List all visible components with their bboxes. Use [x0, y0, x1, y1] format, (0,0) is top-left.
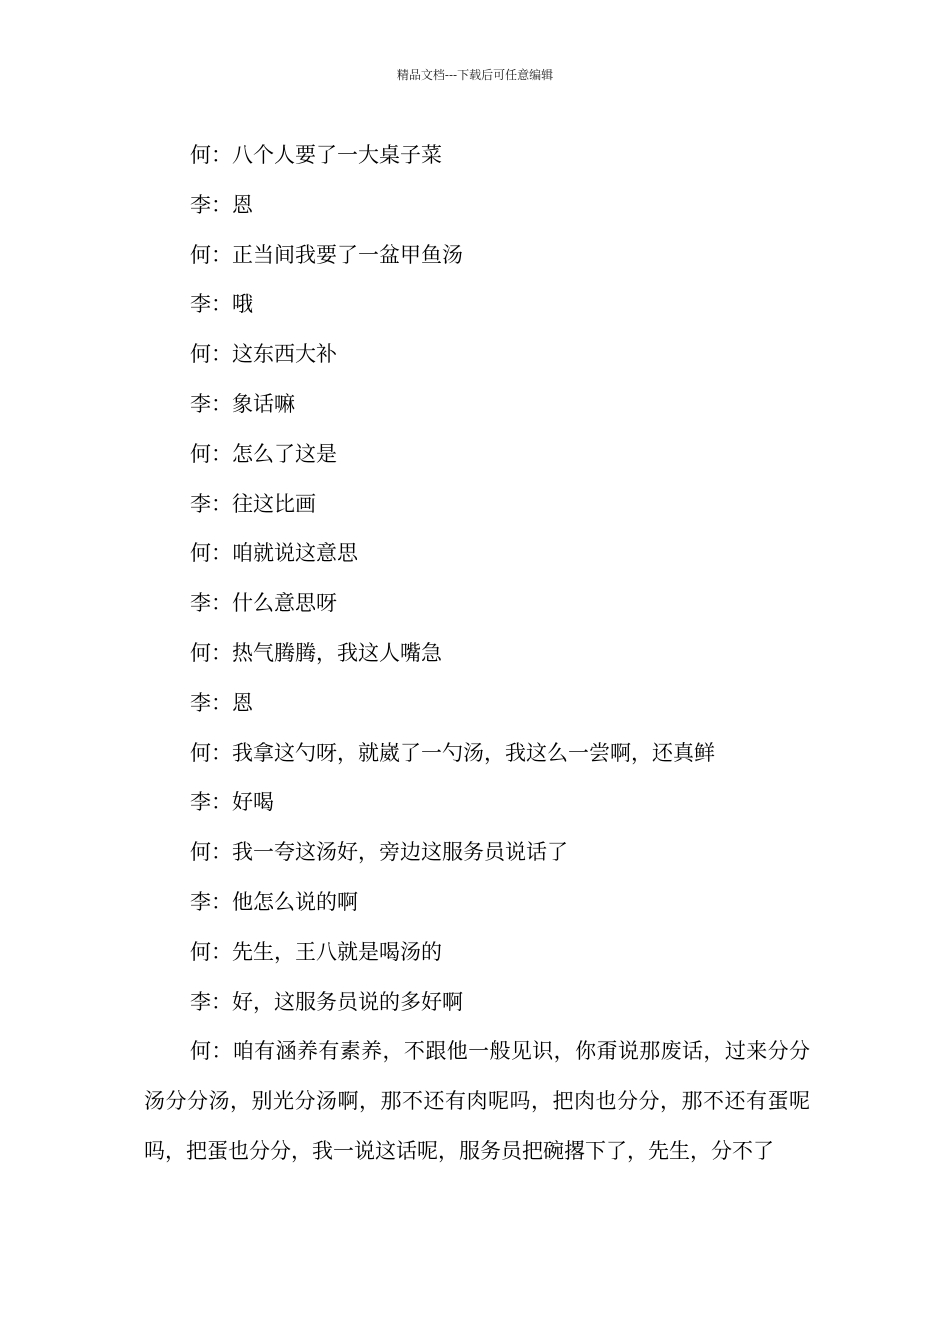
page-header: 精品文档---下载后可任意编辑 — [396, 68, 554, 82]
dialogue-line: 李：恩 — [190, 192, 253, 217]
dialogue-line: 何：正当间我要了一盆甲鱼汤 — [190, 242, 463, 267]
dialogue-line: 何：我一夸这汤好，旁边这服务员说话了 — [190, 840, 568, 865]
dialogue-line: 何：怎么了这是 — [190, 441, 337, 466]
dialogue-line: 何：咱就说这意思 — [190, 541, 358, 566]
final-paragraph: 何：咱有涵养有素养，不跟他一般见识，你甭说那废话，过来分分汤分分汤，别光分汤啊，那不还有肉呢吗，把肉也分分，那不还有蛋呢吗，把蛋也分分，我一说这话呢，服务员把碗撂下了，先生，分不了 — [144, 1039, 810, 1163]
dialogue-body — [144, 131, 810, 1177]
dialogue-line: 何：先生，王八就是喝汤的 — [190, 939, 442, 964]
dialogue-line: 李：什么意思呀 — [190, 591, 337, 616]
dialogue-line: 李：往这比画 — [190, 491, 316, 516]
dialogue-line: 李：他怎么说的啊 — [190, 889, 358, 914]
dialogue-line: 李：好，这服务员说的多好啊 — [190, 989, 463, 1014]
dialogue-line: 李：好喝 — [190, 790, 274, 815]
dialogue-line: 李：恩 — [190, 690, 253, 715]
dialogue-line: 何：热气腾腾，我这人嘴急 — [190, 640, 442, 665]
dialogue-line: 李：哦 — [190, 292, 253, 317]
dialogue-line: 何：我拿这勺呀，就崴了一勺汤，我这么一尝啊，还真鲜 — [190, 740, 715, 765]
dialogue-line: 何：八个人要了一大桌子菜 — [190, 143, 442, 167]
dialogue-line: 何：这东西大补 — [190, 342, 337, 367]
dialogue-line: 李：象话嘛 — [190, 391, 295, 416]
